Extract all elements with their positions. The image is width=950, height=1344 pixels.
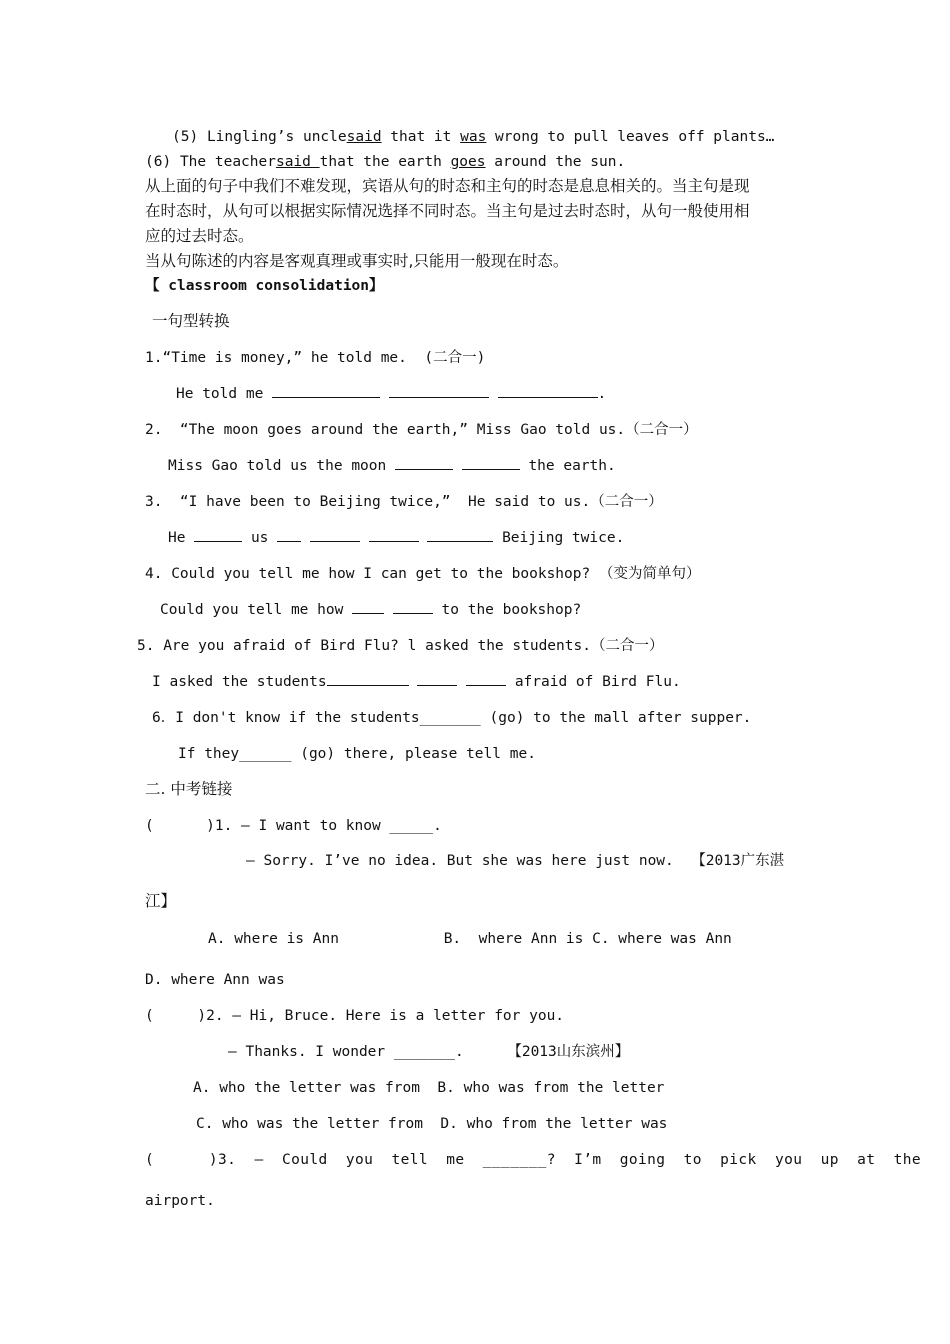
underlined-said: said <box>275 154 320 170</box>
part2-title: 二. 中考链接 <box>145 780 233 798</box>
mc-question-2-options-ab: A. who the letter was from B. who was from the letter <box>193 1080 665 1096</box>
question-2: 2. “The moon goes around the earth,” Miss Gao told us.（二合一） <box>145 422 698 438</box>
underlined-goes: goes <box>450 154 486 170</box>
question-6: 6．I don't know if the students_______ (go) to the mall after supper. <box>152 710 752 726</box>
answer-1: He told me . <box>176 386 607 402</box>
part1-title: 一句型转换 <box>152 312 230 330</box>
question-1: 1.“Time is money,” he told me. (二合一) <box>145 350 486 366</box>
explanation-line-4: 当从句陈述的内容是客观真理或事实时,只能用一般现在时态。 <box>145 252 569 270</box>
answer-3: He us Beijing twice. <box>168 530 625 546</box>
mc-question-2-line-2: — Thanks. I wonder _______. 【2013山东滨州】 <box>228 1044 630 1060</box>
mc-question-1-source: 江】 <box>145 892 177 910</box>
section-title: 【 classroom consolidation】 <box>145 278 384 294</box>
mc-question-1-line-2: — Sorry. I’ve no idea. But she was here just now. 【2013广东湛 <box>246 853 785 869</box>
mc-question-1-option-d: D. where Ann was <box>145 972 285 988</box>
answer-2: Miss Gao told us the moon the earth. <box>168 458 616 474</box>
underlined-said: said <box>346 129 382 145</box>
question-5: 5. Are you afraid of Bird Flu? l asked the students.（二合一） <box>137 638 664 654</box>
explanation-line-1: 从上面的句子中我们不难发现，宾语从句的时态和主句的时态是息息相关的。当主句是现 <box>145 177 750 195</box>
answer-4: Could you tell me how to the bookshop? <box>160 602 582 618</box>
question-4: 4. Could you tell me how I can get to the bookshop? （变为简单句） <box>145 566 701 582</box>
example-line-5: (5) Lingling’s unclesaid that it was wrong to pull leaves off plants… <box>172 129 775 145</box>
mc-question-1-options: A. where is Ann B. where Ann is C. where was Ann <box>208 931 732 947</box>
mc-question-3: ( )3. — Could you tell me _______? I’m going to pick you up at the <box>145 1152 922 1168</box>
answer-5: I asked the students afraid of Bird Flu. <box>152 674 681 690</box>
mc-question-3-line-2: airport. <box>145 1193 215 1209</box>
mc-question-2-options-cd: C. who was the letter from D. who from the letter was <box>196 1116 668 1132</box>
answer-6: If they______ (go) there, please tell me. <box>178 746 536 762</box>
explanation-line-2: 在时态时，从句可以根据实际情况选择不同时态。当主句是过去时态时，从句一般使用相 <box>145 202 750 220</box>
mc-question-2: ( )2. — Hi, Bruce. Here is a letter for you. <box>145 1008 565 1024</box>
mc-question-1: ( )1. — I want to know _____. <box>145 818 442 834</box>
underlined-was: was <box>460 129 487 145</box>
question-3: 3. “I have been to Beijing twice,” He said to us.（二合一） <box>145 494 663 510</box>
example-line-6: (6) The teachersaid that the earth goes around the sun. <box>145 154 626 170</box>
explanation-line-3: 应的过去时态。 <box>145 227 254 245</box>
